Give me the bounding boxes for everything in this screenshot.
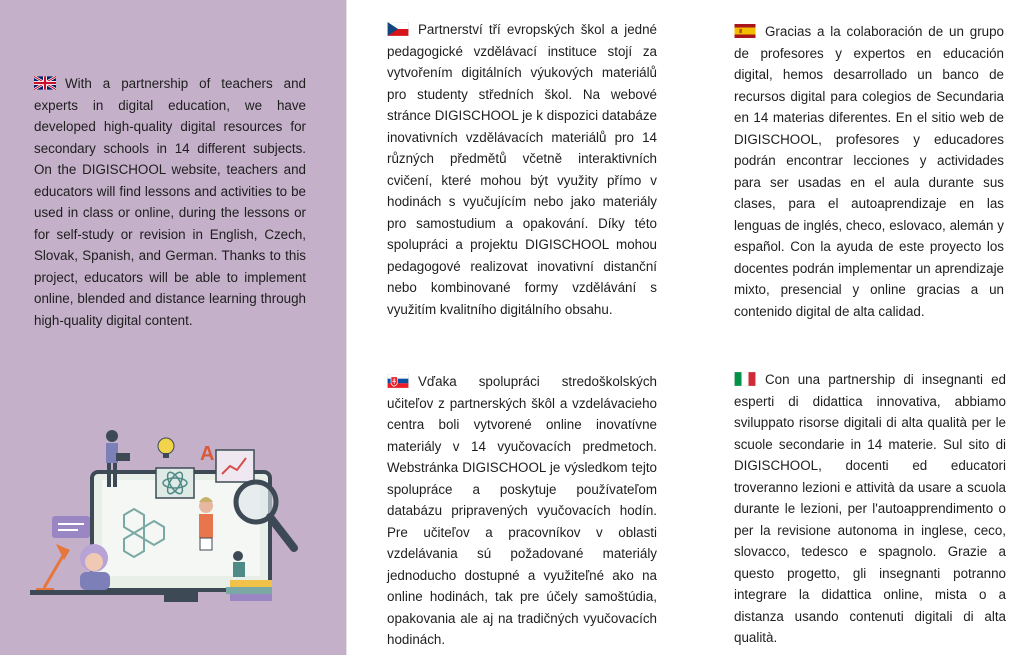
czech-flag-icon [387,22,409,36]
books-stack-icon [226,580,272,601]
column-divider [346,0,347,655]
czech-text: Partnerství tří evropských škol a jedné pedagogické vzdělávací instituce stojí za vytvořením digitálních výukových materiálů pro studenty středních škol. Na webové stránce DIGISCHOOL je k dispozici databáze inovativních vzdělávacích materiálů pro 14 různých předmětů včetně interaktivních cvičení, které mohou být využity přímo v hodinách s vyučujícím nebo jako materiály pro samostudium a opakování. Díky této spolupráci a projektu DIGISCHOOL mohou pedagogové realizovat inovativní distanční nebo kombinované formy vzdělávání s využitím kvalitního digitálního obsahu. [387,22,657,317]
digital-education-illustration [24,420,324,620]
spanish-flag-icon [734,24,756,38]
desk-surface [30,590,170,595]
english-text: With a partnership of teachers and experts in digital education, we have developed high-quality digital resources for secondary schools in 14 different subjects. On the DIGISCHOOL website, teachers and educators will find lessons and activities to be used in class or online, during the lessons or for self-study or revision in English, Czech, Slovak, Spanish, and German. Thanks to this project, educators will be able to implement online, blended and distance learning through high-quality digital content. [34,76,306,328]
slovak-text: Vďaka spolupráci stredoškolských učiteľov z partnerských škôl a vzdelávacieho centra boli vytvorené online inovatívne materiály v 14 vyučovacích predmetoch. Webstránka DIGISCHOOL je výsledkom tejto spolupráce a poskytuje používateľom databázu pripravených vyučovacích hodín. Pre učiteľov a pracovníkov v oblasti vzdelávania sú požadované materiály jednoducho dostupné a využiteľné ako na online hodinách, tak pre účely samoštúdia, opakovania ale aj na tradičných vyučovacích hodinách. [387,374,657,647]
spanish-text: Gracias a la colaboración de un grupo de profesores y expertos en educación digital, hemos desarrollado un banco de recursos digital para colegios de Secundaria en 14 materias diferentes. En el sitio web de DIGISCHOOL, profesores y educadores podrán encontrar lecciones y actividades para ser usadas en el aula durante sus clases, para el autoaprendizaje en las lenguas de inglés, checo, eslovaco, alemán y español. Con la ayuda de este proyecto los docentes podrán implementar un aprendizaje mixto, presencial y online gracias a un contenido digital de alta calidad. [734,24,1004,319]
desk-lamp-icon [36,544,70,592]
uk-flag-icon [34,76,56,90]
spanish-paragraph [734,21,1004,322]
italian-flag-icon [734,372,756,386]
speech-bubble-icon [52,516,90,538]
chart-card-icon [216,450,254,482]
lightbulb-icon [158,438,174,458]
italian-text: Con una partnership di insegnanti ed esperti di didattica innovativa, abbiamo sviluppato risorse digitali di alta qualità per le scuole secondarie in 14 materie. Sul sito di DIGISCHOOL, docenti ed educatori troveranno lezioni e attività da usare a scuola durante le lezioni, per l'autoapprendimento o per la revisione autonoma in inglese, ceco, slovacco, tedesco e spagnolo. Grazie a questo progetto, gli insegnanti potranno integrare la didattica online, mista o a distanza usando contenuti digitali di alta qualità. [734,372,1006,645]
slovak-flag-icon [387,374,409,388]
italian-paragraph [734,369,1006,649]
atom-icon [156,468,194,498]
letter-a-icon: A [200,443,215,465]
teacher-figure [199,497,213,550]
slovak-paragraph [387,371,657,651]
czech-paragraph [387,19,657,320]
english-paragraph [34,73,306,331]
